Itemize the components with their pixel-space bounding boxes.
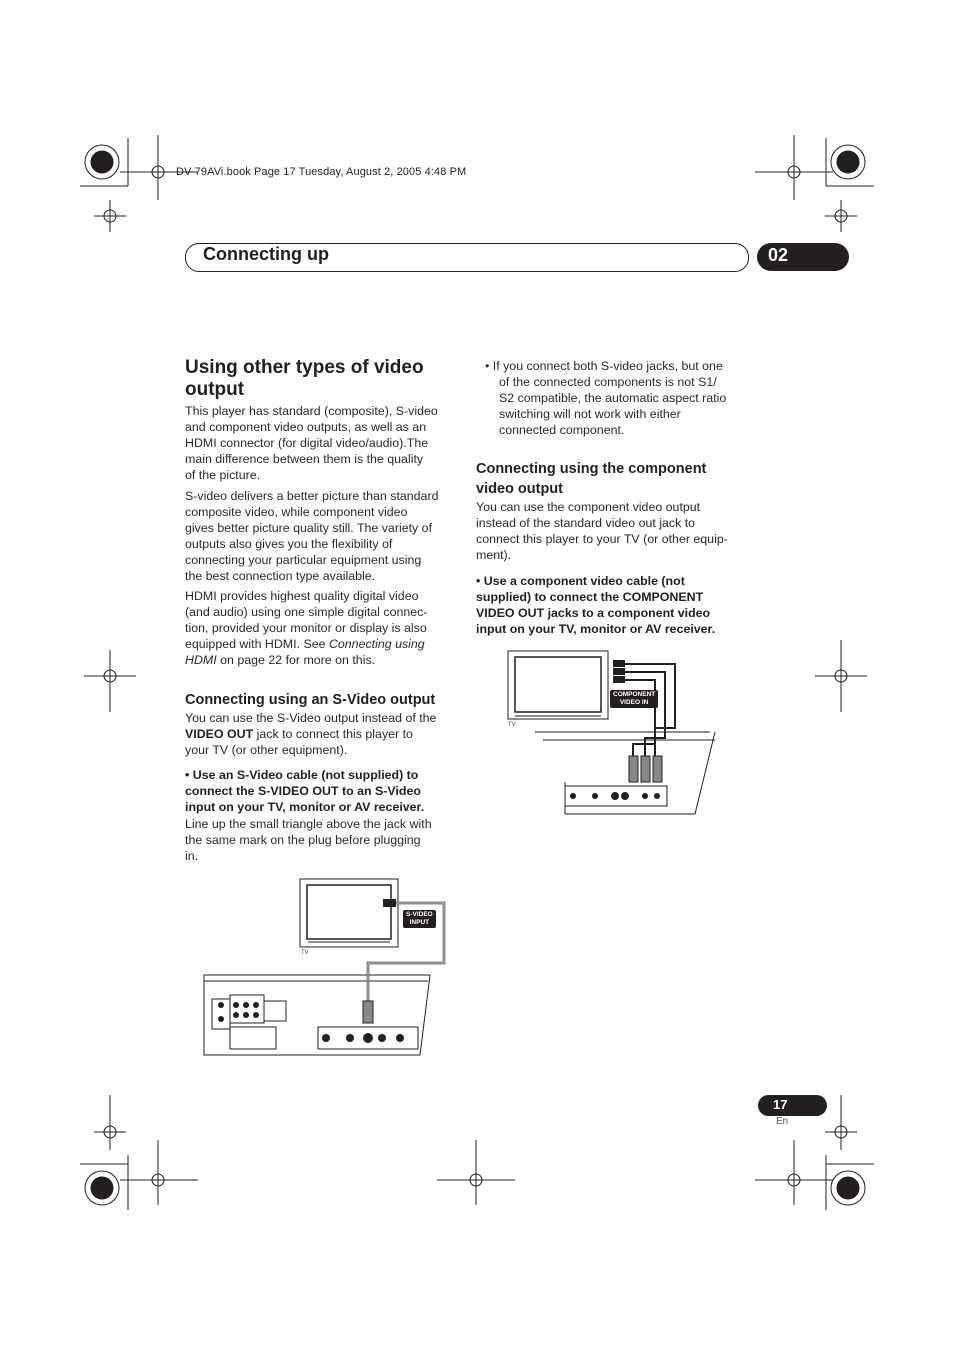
svideo-diagram bbox=[200, 875, 460, 1065]
component-intro: You can use the component video output instead of the standard video out jack to connect this player to your TV (or other equip- ment). bbox=[476, 500, 728, 562]
header-title: Connecting up bbox=[203, 244, 329, 264]
hdmi-paragraph: HDMI provides highest quality digital video (and audio) using one simple digital connec- tion, provided your monitor or display is also equipped with HDMI. See Connecting using HDMI on page 22 for more on this. bbox=[185, 589, 428, 667]
file-meta: DV-79AVi.book Page 17 Tuesday, August 2, 2005 4:48 PM bbox=[176, 166, 467, 178]
svideo-intro: You can use the S-Video output instead of the VIDEO OUT jack to connect this player to your TV (or other equipment). bbox=[185, 711, 437, 757]
intro-paragraph: This player has standard (composite), S-video and component video outputs, as well as an HDMI connector (for digital video/audio).The main difference between them is the quality of the picture. bbox=[185, 404, 438, 482]
component-heading: Connecting using the component video output bbox=[476, 461, 707, 497]
component-tv-label: TV bbox=[508, 722, 516, 728]
svideo-input-label: S-VIDEO INPUT bbox=[403, 910, 436, 928]
svideo-heading: Connecting using an S-Video output bbox=[185, 692, 436, 708]
chapter-number: 02 bbox=[768, 245, 789, 265]
section-heading: Using other types of video output bbox=[185, 357, 424, 400]
link-connecting-using-hdmi[interactable]: Connecting using bbox=[328, 637, 425, 651]
component-diagram bbox=[505, 648, 725, 828]
page-number: 17 bbox=[773, 1097, 788, 1112]
aspect-ratio-note: • If you connect both S-video jacks, but one of the connected components is not S1/ S2 compatible, the automatic aspect ratio switching will not work with either connected component. bbox=[485, 359, 727, 437]
component-instruction: • Use a component video cable (not supplied) to connect the COMPONENT VIDEO OUT jacks to a component video input on your TV, monitor or AV receiver. bbox=[476, 574, 716, 636]
svideo-note: Line up the small triangle above the jack with the same mark on the plug before plugging in. bbox=[185, 817, 432, 863]
language-code: En bbox=[776, 1116, 789, 1127]
svideo-instruction: • Use an S-Video cable (not supplied) to connect the S-VIDEO OUT to an S-Video input on your TV, monitor or AV receiver. bbox=[185, 768, 425, 814]
page-number-badge bbox=[758, 1095, 827, 1116]
svideo-paragraph: S-video delivers a better picture than standard composite video, while component video gives better picture quality still. The variety of outputs also gives you the flexibility of connecting your particular equipment using the best connection type available. bbox=[185, 489, 439, 583]
svideo-tv-label: TV bbox=[301, 950, 309, 956]
component-video-in-label: COMPONENT VIDEO IN bbox=[610, 690, 658, 708]
